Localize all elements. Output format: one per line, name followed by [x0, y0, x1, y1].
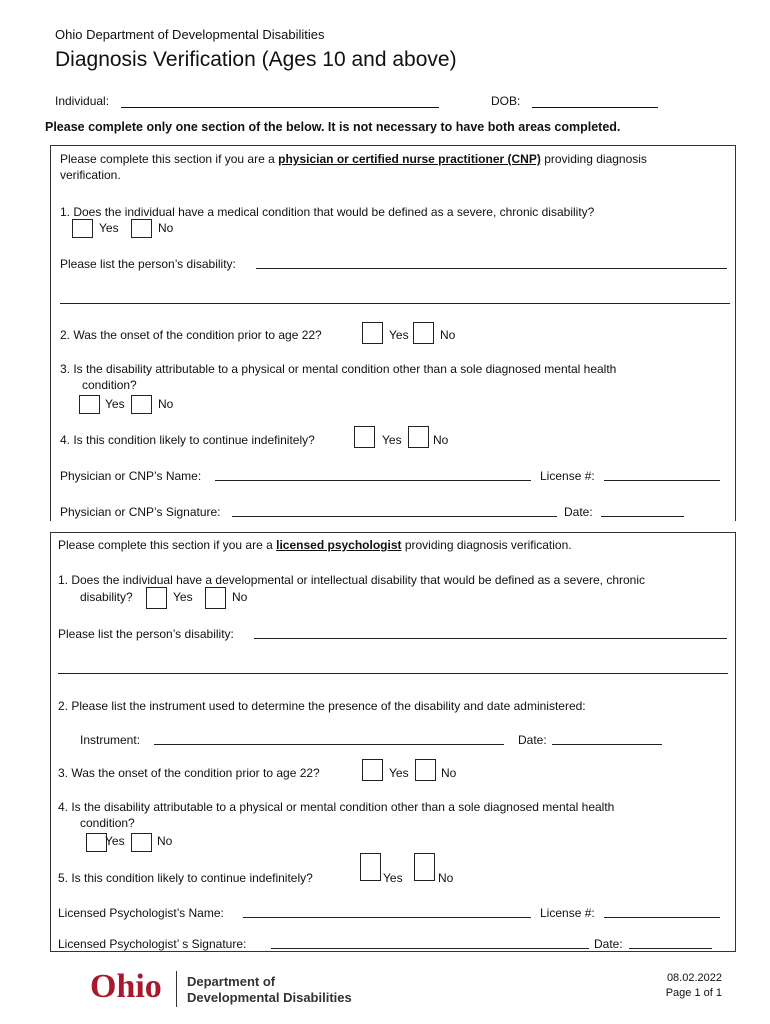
s1-disability-field-1[interactable]	[256, 257, 727, 269]
dob-field[interactable]	[532, 94, 658, 108]
s2-q2-text: 2. Please list the instrument used to determine the presence of the disability and date administered:	[58, 699, 586, 713]
s1-license-field[interactable]	[604, 469, 720, 481]
s2-signature-field[interactable]	[271, 937, 589, 949]
s2-q1-text-line1: 1. Does the individual have a developmental or intellectual disability that would be defined as a severe, chronic	[58, 573, 646, 587]
s1-q4-yes-label: Yes	[382, 433, 402, 447]
s2-q3-yes-checkbox[interactable]	[362, 759, 383, 781]
ohio-dodd-logo	[90, 968, 380, 1008]
s1-q2-yes-label: Yes	[389, 328, 409, 342]
s2-q1-no-label: No	[232, 590, 248, 604]
psychologist-section	[50, 532, 736, 952]
s1-q1-text: 1. Does the individual have a medical condition that would be defined as a severe, chronic disability?	[60, 205, 595, 219]
page-number: Page 1 of 1	[665, 987, 722, 999]
logo-dept-line1: Department of	[187, 974, 276, 989]
section2-intro-pre: Please complete this section if you are a	[58, 538, 277, 552]
s1-q4-yes-checkbox[interactable]	[354, 426, 375, 448]
s1-q1-no-checkbox[interactable]	[131, 219, 152, 238]
s1-q3-text-line2: condition?	[82, 378, 137, 392]
revision-date: 08.02.2022	[666, 972, 722, 984]
s1-q3-text-line1: 3. Is the disability attributable to a physical or mental condition other than a sole diagnosed mental health	[60, 362, 617, 376]
logo-separator	[176, 971, 177, 1007]
s2-name-field[interactable]	[243, 906, 531, 918]
section2-intro-role: licensed psychologist	[276, 538, 402, 552]
s2-date-label: Date:	[594, 937, 623, 951]
s2-date-field[interactable]	[629, 937, 712, 949]
logo-dept-line2: Developmental Disabilities	[187, 990, 352, 1005]
section1-intro-pre: Please complete this section if you are a	[60, 152, 279, 166]
individual-row	[55, 94, 665, 112]
s1-q2-text: 2. Was the onset of the condition prior to age 22?	[60, 328, 322, 342]
document-title: Diagnosis Verification (Ages 10 and above)	[55, 48, 457, 71]
section1-intro-line2: verification.	[60, 168, 121, 182]
dob-label: DOB:	[491, 94, 521, 108]
s2-q3-yes-label: Yes	[389, 766, 409, 780]
s1-q1-no-label: No	[158, 221, 174, 235]
s2-q3-no-label: No	[441, 766, 457, 780]
s2-name-label: Licensed Psychologist’s Name:	[58, 906, 224, 920]
s2-q4-text-line2: condition?	[80, 816, 135, 830]
s2-q4-no-label: No	[157, 834, 173, 848]
s2-q4-no-checkbox[interactable]	[131, 833, 152, 852]
s2-license-label: License #:	[540, 906, 595, 920]
individual-field[interactable]	[121, 94, 439, 108]
s1-q2-no-label: No	[440, 328, 456, 342]
s2-q5-yes-label: Yes	[383, 871, 403, 885]
s2-instrument-field[interactable]	[154, 733, 504, 745]
s2-q5-no-label: No	[438, 871, 454, 885]
s2-license-field[interactable]	[604, 906, 720, 918]
s1-q2-yes-checkbox[interactable]	[362, 322, 383, 344]
s1-signature-field[interactable]	[232, 505, 557, 517]
s2-instrument-label: Instrument:	[80, 733, 141, 747]
section2-intro	[58, 538, 572, 552]
s1-q1-yes-checkbox[interactable]	[72, 219, 93, 238]
s2-instrument-date-label: Date:	[518, 733, 547, 747]
s1-date-field[interactable]	[601, 505, 684, 517]
instruction-text: Please complete only one section of the below. It is not necessary to have both areas completed.	[45, 120, 621, 134]
s2-q1-no-checkbox[interactable]	[205, 587, 226, 609]
s1-name-field[interactable]	[215, 469, 531, 481]
s2-q4-yes-checkbox[interactable]	[86, 833, 107, 852]
s2-q3-no-checkbox[interactable]	[415, 759, 436, 781]
org-name: Ohio Department of Developmental Disabilities	[55, 27, 325, 42]
s1-q3-no-label: No	[158, 397, 174, 411]
s1-list-label: Please list the person’s disability:	[60, 257, 236, 271]
s2-q5-text: 5. Is this condition likely to continue indefinitely?	[58, 871, 313, 885]
s1-q3-no-checkbox[interactable]	[131, 395, 152, 414]
s2-q1-yes-label: Yes	[173, 590, 193, 604]
s1-q3-yes-checkbox[interactable]	[79, 395, 100, 414]
s1-q1-yes-label: Yes	[99, 221, 119, 235]
s1-date-label: Date:	[564, 505, 593, 519]
individual-label: Individual:	[55, 94, 110, 108]
s1-q4-no-checkbox[interactable]	[408, 426, 429, 448]
s1-license-label: License #:	[540, 469, 595, 483]
s2-disability-field-2[interactable]	[58, 662, 728, 674]
s2-q5-no-checkbox[interactable]	[414, 853, 435, 881]
footer-meta	[666, 971, 722, 1001]
physician-section	[50, 145, 736, 521]
s1-disability-field-2[interactable]	[60, 292, 730, 304]
section2-intro-post: providing diagnosis verification.	[401, 538, 572, 552]
section1-intro-post: providing diagnosis	[540, 152, 647, 166]
s2-instrument-date-field[interactable]	[552, 733, 662, 745]
s2-q4-yes-label: Yes	[105, 834, 125, 848]
s2-disability-field-1[interactable]	[254, 627, 727, 639]
s1-q4-text: 4. Is this condition likely to continue indefinitely?	[60, 433, 315, 447]
s1-q4-no-label: No	[433, 433, 449, 447]
s2-q3-text: 3. Was the onset of the condition prior to age 22?	[58, 766, 320, 780]
ohio-logo-word: Ohio	[90, 968, 162, 1005]
section1-intro	[60, 152, 647, 166]
s1-q2-no-checkbox[interactable]	[413, 322, 434, 344]
s2-signature-label: Licensed Psychologist’ s Signature:	[58, 937, 247, 951]
s2-q5-yes-checkbox[interactable]	[360, 853, 381, 881]
s1-name-label: Physician or CNP’s Name:	[60, 469, 202, 483]
s2-q1-yes-checkbox[interactable]	[146, 587, 167, 609]
s1-signature-label: Physician or CNP’s Signature:	[60, 505, 221, 519]
s2-q1-text-line2: disability?	[80, 590, 133, 604]
s2-q4-text-line1: 4. Is the disability attributable to a physical or mental condition other than a sole diagnosed mental health	[58, 800, 615, 814]
s2-list-label: Please list the person’s disability:	[58, 627, 234, 641]
s1-q3-yes-label: Yes	[105, 397, 125, 411]
section1-intro-role: physician or certified nurse practitioner (CNP)	[278, 152, 541, 166]
